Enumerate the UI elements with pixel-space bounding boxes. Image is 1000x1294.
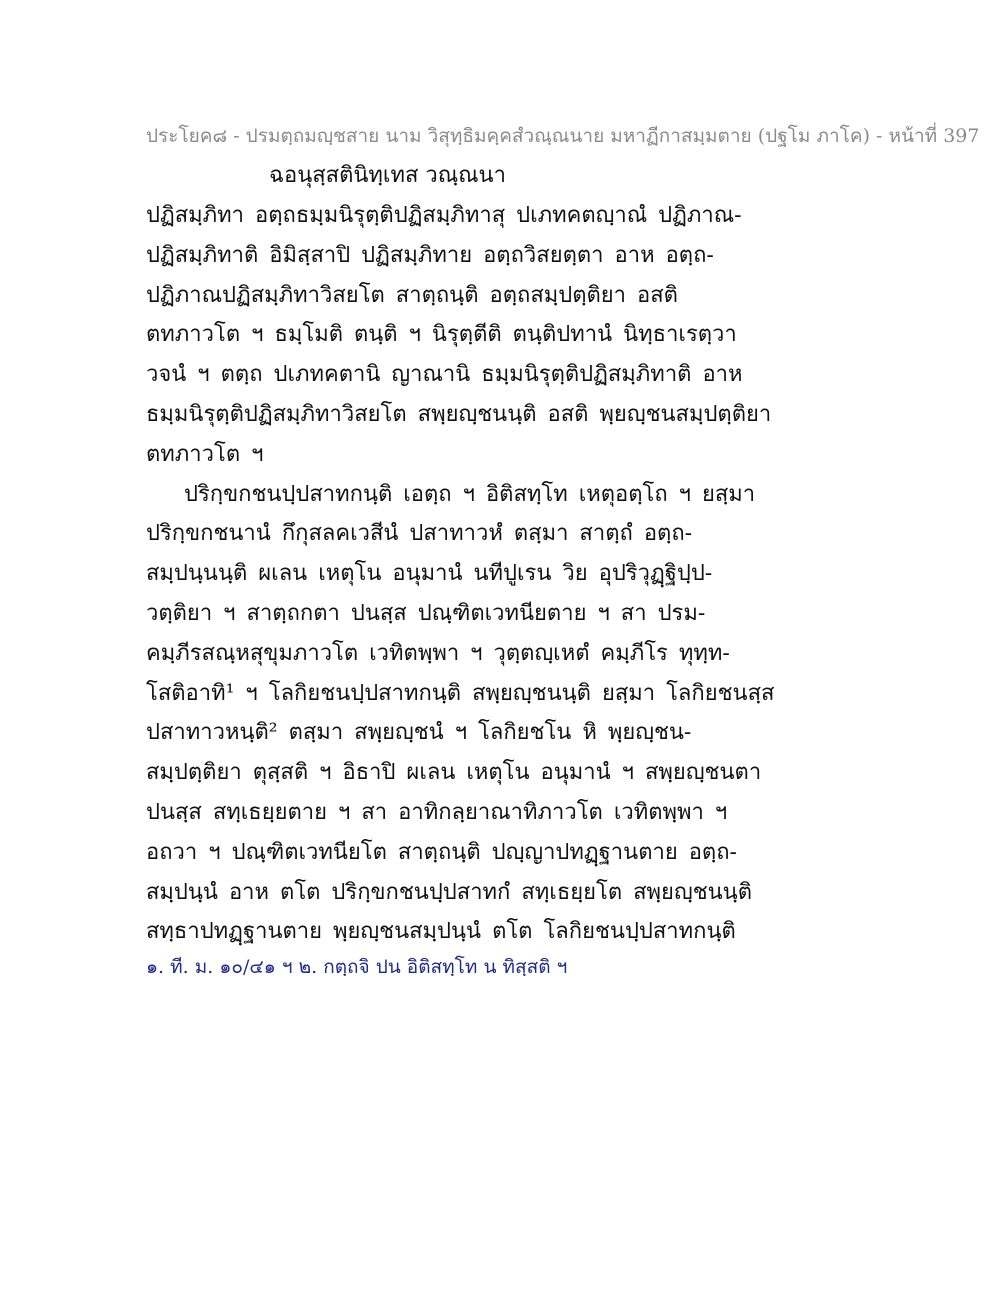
text-line: สมฺปตฺติยา ตุสฺสติ ฯ อิธาปิ ผเลน เหตุโน อนุมานํ ฯ สพฺยญฺชนตา <box>146 760 762 786</box>
text-line: ปฏิสมฺภิทา อตฺถธมฺมนิรุตฺติปฏิสมฺภิทาสุ ปเภทคตญฺาณํ ปฏิภาณ- <box>146 203 742 228</box>
text-line: อถวา ฯ ปณฺฑิตเวทนียโต สาตฺถนฺติ ปญฺญาปทฏฺฐานตาย อตฺถ- <box>146 839 737 865</box>
text-line: ปริกฺขกชนานํ กึกุสลคเวสีนํ ปสาทาวหํ ตสฺมา สาตฺถํ อตฺถ- <box>146 521 693 547</box>
running-head: ประโยค๘ - ปรมตฺถมญฺชสาย นาม วิสุทฺธิมคฺคสํวณฺณนาย มหาฏีกาสมฺมตาย (ปฐโม ภาโค) - หน้าที่ 397 <box>146 125 980 147</box>
text-line: วตฺติยา ฯ สาตฺถกตา ปนสฺส ปณฺฑิตเวทนียตาย ฯ สา ปรม- <box>146 600 706 626</box>
section-title: ฉอนุสฺสตินิทฺเทส วณฺณนา <box>269 163 506 188</box>
text-line: ปนสฺส สทฺเธยฺยตาย ฯ สา อาทิกลฺยาณาทิภาวโต เวทิตพฺพา ฯ <box>146 799 728 825</box>
paragraph-start-line: ปริกฺขกชนปฺปสาทกนฺติ เอตฺถ ฯ อิติสทฺโท เหตุอตฺโถ ฯ ยสฺมา <box>184 481 756 507</box>
text-line: ตทภาวโต ฯ <box>146 441 264 467</box>
footnote: ๑. ที. ม. ๑๐/๔๑ ฯ ๒. กตฺถจิ ปน อิติสทฺโท น ทิสฺสติ ฯ <box>146 956 568 978</box>
text-line: วจนํ ฯ ตตฺถ ปเภทคตานิ ญาณานิ ธมฺมนิรุตฺติปฏิสมฺภิทาติ อาห <box>146 362 743 388</box>
text-line: โสติอาทิ¹ ฯ โลกิยชนปฺปสาทกนฺติ สพฺยญฺชนนฺติ ยสฺมา โลกิยชนสฺส <box>146 680 775 706</box>
text-line: ปสาทาวหนฺติ² ตสฺมา สพฺยญฺชนํ ฯ โลกิยชโน หิ พฺยญฺชน- <box>146 720 692 746</box>
text-line: ธมฺมนิรุตฺติปฏิสมฺภิทาวิสยโต สพฺยญฺชนนฺติ อสติ พฺยญฺชนสมฺปตฺติยา <box>146 401 772 427</box>
text-line: ตทภาวโต ฯ ธมฺโมติ ตนฺติ ฯ นิรุตฺตีติ ตนฺติปทานํ นิทฺธาเรตฺวา <box>146 322 737 348</box>
text-line: สมฺปนฺนนฺติ ผเลน เหตุโน อนุมานํ นทีปูเรน วิย อุปริวุฏฺฐิปฺป- <box>146 561 713 587</box>
text-line: สทฺธาปทฏฺฐานตาย พฺยญฺชนสมฺปนฺนํ ตโต โลกิยชนปฺปสาทกนฺติ <box>146 919 736 945</box>
text-line: คมฺภีรสณฺหสุขุมภาวโต เวทิตพฺพา ฯ วุตฺตญฺเหตํ คมฺภีโร ทุทฺท- <box>146 640 730 666</box>
body-text <box>146 201 866 957</box>
text-line: สมฺปนฺนํ อาห ตโต ปริกฺขกชนปฺปสาทกํ สทฺเธยฺยโต สพฺยญฺชนนฺติ <box>146 879 752 905</box>
text-line: ปฏิภาณปฏิสมฺภิทาวิสยโต สาตฺถนฺติ อตฺถสมฺปตฺติยา อสติ <box>146 282 678 308</box>
text-line: ปฏิสมฺภิทาติ อิมิสฺสาปิ ปฏิสมฺภิทาย อตฺถวิสยตฺตา อาห อตฺถ- <box>146 242 714 268</box>
